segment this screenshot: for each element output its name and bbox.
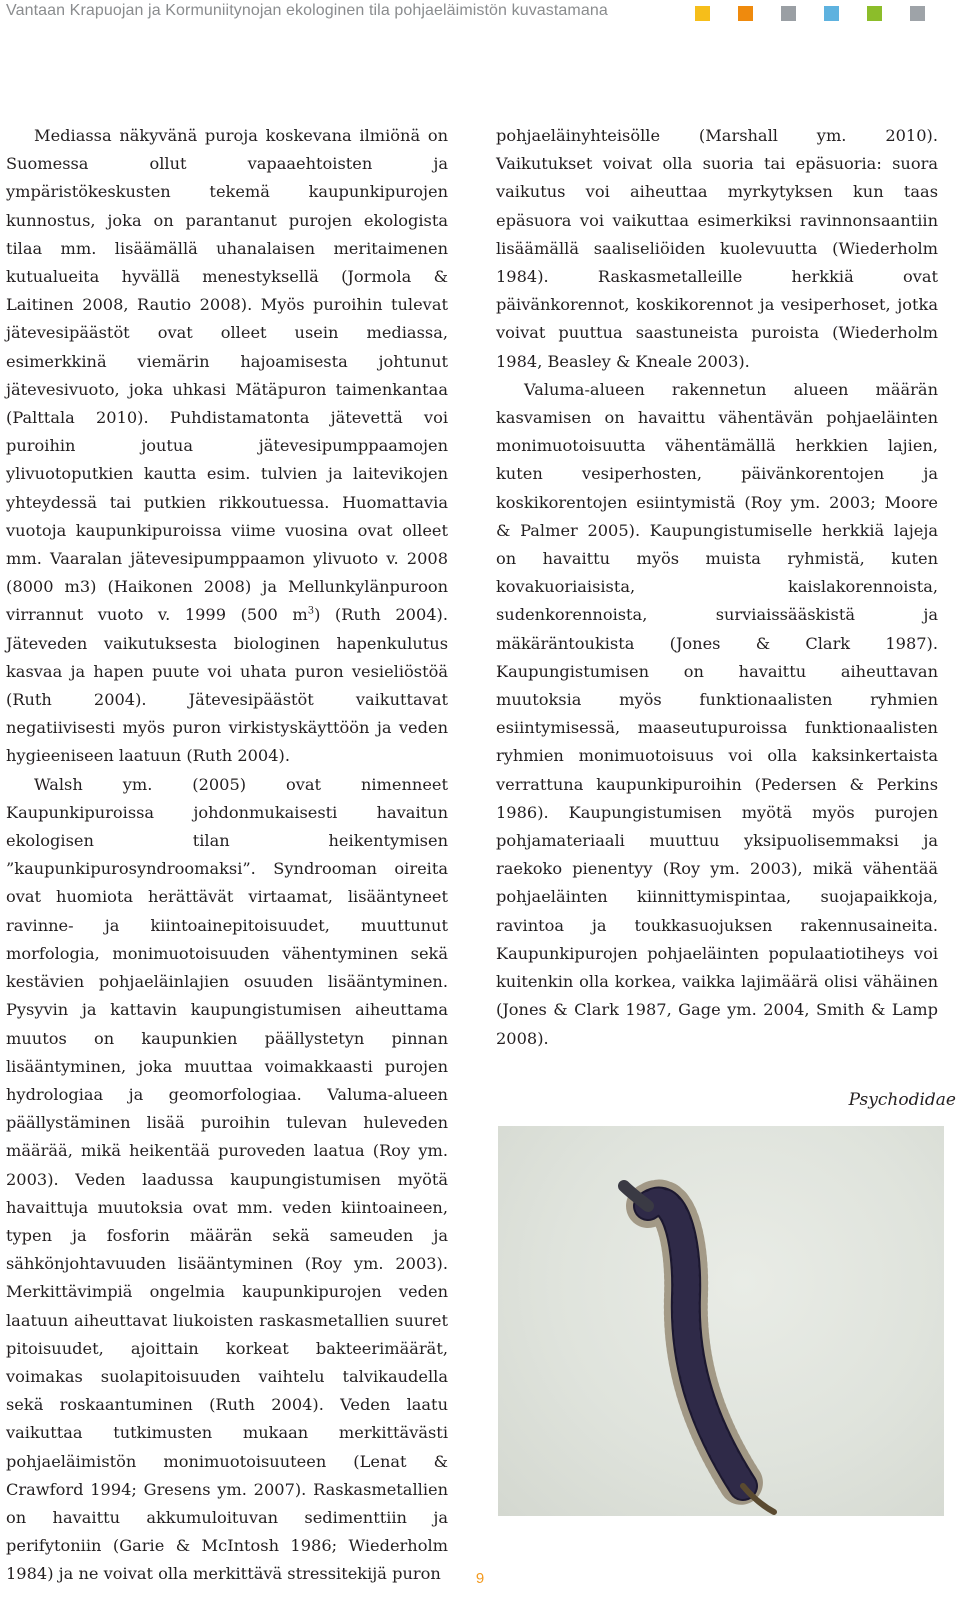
running-header-title: Vantaan Krapuojan ja Kormuniitynojan ekologinen tila pohjaeläimistön kuvastamana bbox=[6, 2, 608, 19]
color-square-gray bbox=[781, 6, 796, 21]
paragraph: Valuma-alueen rakennetun alueen määrän kasvamisen on havaittu vähentävän pohjaeläinten monimuotoisuutta vähentämällä herkkien lajien, kuten vesiperhosten, päivänkorentojen ja koskikorentojen esiintymistä (Roy ym. 2003; Moore & Palmer 2005). Kaupungistumiselle herkkiä lajeja on havaittu myös muista ryhmistä, kuten kovakuoriaisista, kaislakorennoista, sudenkorennoista, surviaissääskistä ja mäkäräntoukista (Jones & Clark 1987). Kaupungistumisen on havaittu aiheuttavan muutoksia myös funktionaalisten ryhmien esiintymisessä, maaseutupuroissa funktionaalisten ryhmien monimuotoisuus voi olla kaksinkertaista verrattuna kaupunkipuroihin (Pedersen & Perkins 1986). Kaupungistumisen myötä myös purojen pohjamateriaali muuttuu yksipuolisemmaksi ja raekoko pienentyy (Roy ym. 2003), mikä vähentää pohjaeläinten kiinnittymispintaa, suojapaikkoja, ravintoa ja toukkasuojuksen rakennusaineita. Kaupunkipurojen pohjaeläinten populaatiotiheys voi kuitenkin olla korkea, vaikka lajimäärä olisi vähäinen (Jones & Clark 1987, Gage ym. 2004, Smith & Lamp 2008). bbox=[496, 379, 938, 1048]
page-number: 9 bbox=[475, 1570, 485, 1587]
paragraph bbox=[6, 122, 448, 771]
color-square-orange bbox=[738, 6, 753, 21]
paragraph: pohjaeläinyhteisölle (Marshall ym. 2010). Vaikutukset voivat olla suoria tai epäsuoria: suora vaikutus voi aiheuttaa myrkytyksen kun taas epäsuora voi vaikuttaa esimerkiksi ravinnonsaantiin lisäämällä saaliseliöiden kuolevuutta (Wiederholm 1984). Raskasmetalleille herkkiä ovat päivänkorennot, koskikorennot ja vesiperhoset, jotka voivat puuttua saastuneista puroista (Wiederholm 1984, Beasley & Kneale 2003). bbox=[496, 126, 938, 371]
larva-photo bbox=[498, 1126, 944, 1516]
left-column bbox=[6, 122, 448, 1589]
paragraph: Walsh ym. (2005) ovat nimenneet Kaupunkipuroissa johdonmukaisesti havaitun ekologisen tilan heikentymisen ”kaupunkipurosyndroomaksi”. Syndrooman oireita ovat huomiota herättävät virtaamat, lisääntyneet ravinne- ja kiintoainepitoisuudet, muuttunut morfologia, monimuotoisuuden vähentyminen sekä kestävien pohjaeläinlajien osuuden lisääntyminen. Pysyvin ja kattavin kaupungistumisen aiheuttama muutos on kaupunkien päällystetyn pinnan lisääntyminen, joka muuttaa voimakkaasti purojen hydrologiaa ja geomorfologiaa. Valuma-alueen päällystäminen lisää puroihin tulevan huleveden määrää, mikä heikentää puroveden laatua (Roy ym. 2003). Veden laadussa kaupungistumisen myötä havaittuja muutoksia ovat mm. veden kiintoaineen, typen ja fosforin määrän sekä sameuden ja sähkönjohtavuuden lisääntyminen (Roy ym. 2003). Merkittävimpiä ongelmia kaupunkipurojen veden laatuun aiheuttavat liukoisten raskasmetallien suuret pitoisuudet, ajoittain korkeat bakteerimäärät, voimakas suolapitoisuuden vaihtelu talvikaudella sekä roskaantuminen (Ruth 2004). Veden laatu vaikuttaa tutkimusten mukaan merkittävästi pohjaeläimistön monimuotoisuuteen (Lenat & Crawford 1994; Gresens ym. 2007). Raskasmetallien on havaittu akkumuloituvan sedimenttiin ja perifytoniin (Garie & McIntosh 1986; Wiederholm 1984) ja ne voivat olla merkittävä stressitekijä puron bbox=[6, 774, 448, 1584]
color-square-blue bbox=[824, 6, 839, 21]
color-square-gray-2 bbox=[910, 6, 925, 21]
color-squares bbox=[0, 6, 960, 22]
running-header bbox=[0, 0, 960, 30]
right-column bbox=[496, 122, 938, 1053]
color-square-green bbox=[867, 6, 882, 21]
figure-caption: Psychodidae bbox=[848, 1090, 956, 1110]
paragraph-text: Mediassa näkyvänä puroja koskevana ilmiönä on Suomessa ollut vapaaehtoisten ja ympäristökeskusten tekemä kaupunkipurojen kunnostus, joka on parantanut purojen ekologista tilaa mm. lisäämällä uhanalaisen meritaimenen kutualueita hyvällä menestyksellä (Jormola & Laitinen 2008, Rautio 2008). Myös puroihin tulevat jätevesipäästöt ovat olleet usein mediassa, esimerkkinä viemärin hajoamisesta johtunut jätevesivuoto, joka uhkasi Mätäpuron taimenkantaa (Palttala 2010). Puhdistamatonta jätevettä voi puroihin joutua jätevesipumppaamojen ylivuotoputkien kautta esim. tulvien ja laitevikojen yhteydessä tai putkien rikkoutuessa. Huomattavia vuotoja kaupunkipuroissa viime vuosina ovat olleet mm. Vaaralan jätevesipumppaamon ylivuoto v. 2008 (8000 m3) (Haikonen 2008) ja Mellunkylänpuroon virrannut vuoto v. 1999 (500 m bbox=[6, 126, 448, 625]
color-square-yellow bbox=[695, 6, 710, 21]
superscript: 3 bbox=[307, 606, 315, 618]
paragraph-text-end: ) (Ruth 2004). Jäteveden vaikutuksesta biologinen hapenkulutus kasvaa ja hapen puute voi uhata puron vesieliöstöä (Ruth 2004). Jätevesipäästöt vaikuttavat negatiivisesti myös puron virkistyskäyttöön ja veden hygieeniseen laatuun (Ruth 2004). bbox=[6, 605, 448, 766]
larva-illustration bbox=[498, 1126, 944, 1516]
